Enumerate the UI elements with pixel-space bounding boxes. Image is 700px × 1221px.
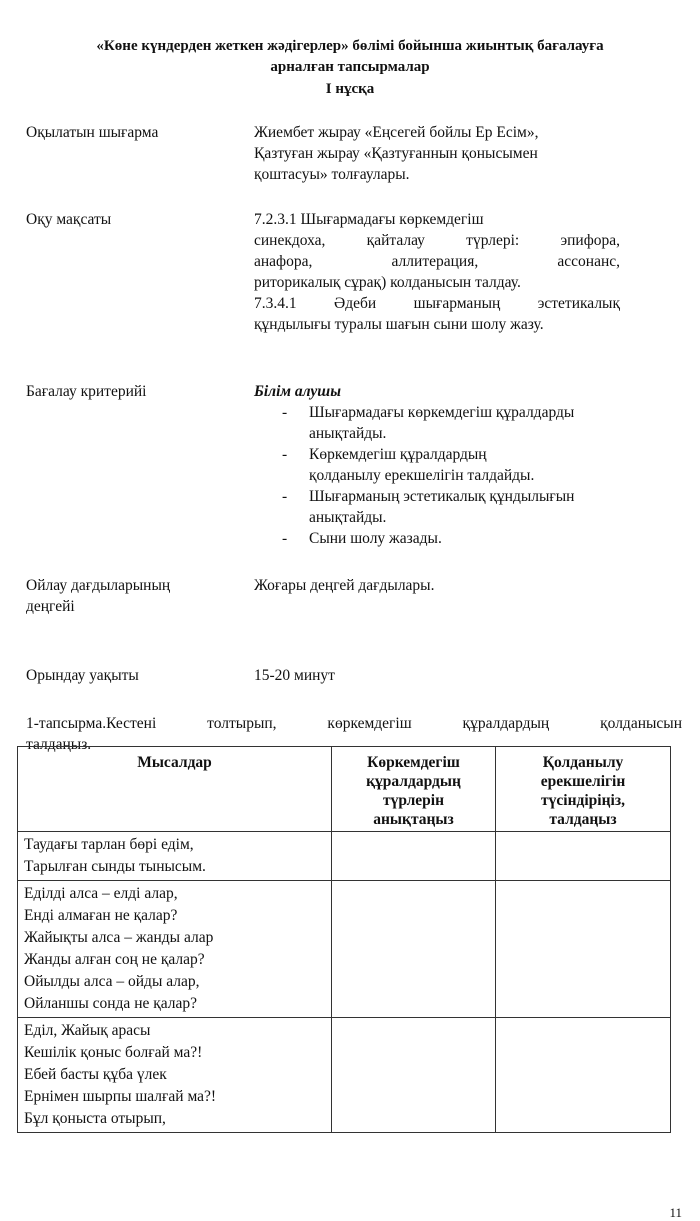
answer-cell-device[interactable]	[332, 1018, 496, 1133]
answer-cell-device[interactable]	[332, 881, 496, 1018]
skills-label	[26, 575, 170, 617]
criteria-item	[254, 444, 654, 486]
criteria-list	[254, 402, 654, 549]
verse-line: Жайықты алса – жанды алар	[24, 929, 214, 946]
criteria-value	[254, 381, 654, 549]
task-line: талдаңыз.	[26, 736, 92, 753]
verse-line: Кешілік қоныс болғай ма?!	[24, 1044, 203, 1061]
table-header-row	[18, 747, 671, 832]
answer-cell-analysis[interactable]	[496, 832, 671, 881]
header-examples	[18, 747, 332, 832]
criteria-text: Шығармадағы көркемдегіш құралдарды	[309, 404, 575, 421]
goal-line: 7.3.4.1 Әдеби шығарманың эстетикалық	[254, 295, 620, 312]
criteria-label: Бағалау критерийі	[26, 383, 147, 400]
time-label: Орындау уақыты	[26, 667, 139, 684]
list-dash: -	[282, 446, 288, 463]
example-cell	[18, 832, 332, 881]
doc-title-line2: арналған тапсырмалар	[270, 59, 430, 75]
skills-value: Жоғары деңгей дағдылары.	[254, 577, 435, 594]
answer-cell-device[interactable]	[332, 832, 496, 881]
doc-title-line1: «Көне күндерден жеткен жәдігерлер» бөлімі бойынша жиынтық бағалауға	[96, 38, 604, 54]
criteria-text: Көркемдегіш құралдардың	[309, 446, 487, 463]
header-text: Көркемдегіш	[367, 754, 460, 771]
verse-line: Ернімен шырпы шалғай ма?!	[24, 1088, 217, 1105]
example-cell	[18, 881, 332, 1018]
criteria-text: Сыни шолу жазады.	[309, 530, 442, 547]
analysis-table	[17, 746, 671, 1133]
criteria-item	[254, 402, 654, 444]
header-text: түсіндіріңіз,	[541, 792, 625, 809]
goal-value	[254, 209, 620, 335]
verse-line: Ойланшы сонда не қалар?	[24, 995, 198, 1012]
header-device-types	[332, 747, 496, 832]
skills-label-line: деңгейі	[26, 598, 75, 615]
answer-cell-analysis[interactable]	[496, 1018, 671, 1133]
time-value: 15-20 минут	[254, 667, 335, 684]
header-text: түрлерін	[382, 792, 445, 809]
goal-line: 7.2.3.1 Шығармадағы көркемдегіш	[254, 211, 484, 228]
verse-line: Еділ, Жайық арасы	[24, 1022, 151, 1039]
criteria-text: қолданылу ерекшелігін талдайды.	[309, 467, 535, 484]
header-text: Мысалдар	[137, 754, 212, 771]
table-row	[18, 881, 671, 1018]
work-line: Қазтуған жырау «Қазтуғаннын қонысымен	[254, 145, 538, 162]
work-value	[254, 122, 620, 185]
goal-line: құндылығы туралы шағын сыни шолу жазу.	[254, 316, 544, 333]
list-dash: -	[282, 404, 288, 421]
verse-line: Енді алмаған не қалар?	[24, 907, 178, 924]
criteria-item	[254, 486, 654, 528]
work-line: Жиембет жырау «Еңсегей бойлы Ер Есім»,	[254, 124, 539, 141]
task-line: 1-тапсырма.Кестені толтырып, көркемдегіш құралдардың қолданысын	[26, 715, 682, 732]
verse-line: Ебей басты құба үлек	[24, 1066, 167, 1083]
variant-label: I нұсқа	[325, 81, 375, 97]
criteria-text: анықтайды.	[309, 425, 387, 442]
header-text: ерекшелігін	[540, 773, 626, 790]
criteria-text: Шығарманың эстетикалық құндылығын	[309, 488, 575, 505]
table-row	[18, 832, 671, 881]
verse-line: Бұл қоныста отырып,	[24, 1110, 166, 1127]
header-text: талдаңыз	[549, 811, 617, 828]
skills-label-line: Ойлау дағдыларының	[26, 577, 171, 594]
header-text: Қолданылу	[542, 754, 624, 771]
verse-line: Тарылған сынды тынысым.	[24, 858, 206, 875]
table-row	[18, 1018, 671, 1133]
verse-line: Еділді алса – елді алар,	[24, 885, 178, 902]
goal-line: риторикалық сұрақ) колданысын талдау.	[254, 274, 521, 291]
work-label: Оқылатын шығарма	[26, 124, 159, 141]
page-number: 11	[669, 1205, 682, 1220]
goal-line: анафора, аллитерация, ассонанс,	[254, 253, 620, 270]
answer-cell-analysis[interactable]	[496, 881, 671, 1018]
verse-line: Ойылды алса – ойды алар,	[24, 973, 200, 990]
header-text: анықтаңыз	[373, 811, 454, 828]
header-usage-analysis	[496, 747, 671, 832]
criteria-text: анықтайды.	[309, 509, 387, 526]
criteria-heading: Білім алушы	[254, 383, 341, 400]
goal-label: Оқу мақсаты	[26, 211, 112, 228]
example-cell	[18, 1018, 332, 1133]
header-text: құралдардың	[366, 773, 461, 790]
goal-line: синекдоха, қайталау түрлері: эпифора,	[254, 232, 620, 249]
verse-line: Жанды алған соң не қалар?	[24, 951, 205, 968]
verse-line: Таудағы тарлан бөрі едім,	[24, 836, 194, 853]
list-dash: -	[282, 530, 288, 547]
work-line: қоштасуы» толғаулары.	[254, 166, 410, 183]
criteria-item	[254, 528, 654, 549]
list-dash: -	[282, 488, 288, 505]
